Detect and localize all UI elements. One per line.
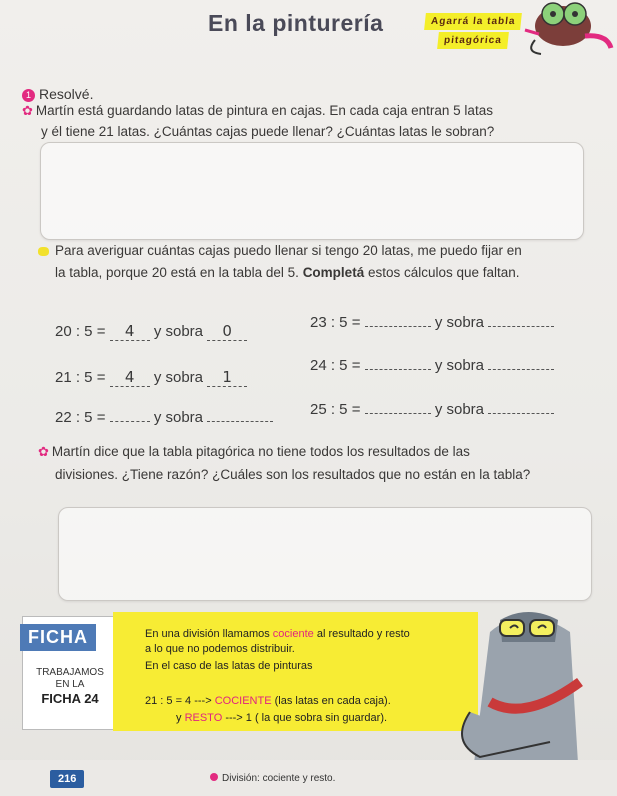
calc-row-24 (310, 357, 554, 374)
remainder-label: y sobra (434, 357, 485, 374)
note-text-4a: 21 : 5 = 4 ---> (145, 695, 215, 707)
ficha-trabajamos: TRABAJAMOS (36, 667, 104, 678)
section-number-badge: 1 (22, 89, 35, 102)
remainder-label: y sobra (434, 401, 485, 418)
calc-expression: 21 : 5 = (55, 369, 106, 386)
note-line5 (176, 712, 387, 724)
problem1-line1 (22, 103, 493, 119)
note-line2: a lo que no podemos distribuir. (145, 643, 295, 655)
remainder-blank[interactable] (488, 326, 554, 327)
quotient-blank[interactable] (110, 421, 150, 422)
footnote-dot-icon (210, 773, 218, 781)
yellow-bullet-icon (38, 247, 49, 256)
calc-row-21 (55, 368, 247, 387)
section-heading-text: Resolvé. (39, 86, 94, 102)
quotient-blank[interactable] (365, 326, 431, 327)
calc-row-25 (310, 401, 554, 418)
calc-expression: 25 : 5 = (310, 401, 361, 418)
page-number: 216 (50, 770, 84, 788)
page-title: En la pinturería (208, 10, 384, 36)
remainder-blank[interactable] (207, 421, 273, 422)
problem2-text-2a: la tabla, porque 20 está en la tabla del 5. (55, 265, 303, 280)
quotient-blank[interactable]: 4 (110, 368, 150, 387)
topic-footnote (210, 773, 335, 784)
problem1-line2: y él tiene 21 latas. ¿Cuántas cajas puede llenar? ¿Cuántas latas le sobran? (41, 124, 495, 139)
topic-text: División: cociente y resto. (222, 773, 336, 784)
calc-expression: 22 : 5 = (55, 409, 106, 426)
ficha-reference (20, 667, 120, 707)
remainder-blank[interactable]: 1 (207, 368, 247, 387)
note-line4 (145, 695, 391, 707)
note-text-4b: (las latas en cada caja). (271, 695, 391, 707)
quotient-blank[interactable]: 4 (110, 322, 150, 341)
remainder-label: y sobra (153, 323, 204, 340)
answer-box-1[interactable] (40, 142, 584, 240)
ficha-number: FICHA 24 (41, 691, 99, 706)
quotient-blank[interactable] (365, 369, 431, 370)
flower-bullet-icon: ✿ (38, 444, 49, 459)
calc-expression: 20 : 5 = (55, 323, 106, 340)
note-line1 (145, 628, 410, 640)
ficha-tag: FICHA (20, 624, 96, 651)
quotient-blank[interactable] (365, 413, 431, 414)
problem1-text-1: Martín está guardando latas de pintura en cajas. En cada caja entran 5 latas (35, 103, 493, 118)
remainder-blank[interactable]: 0 (207, 322, 247, 341)
problem2-text-2b: Completá (302, 265, 365, 280)
note-term-resto: RESTO (184, 712, 223, 724)
note-text-1b: al resultado y resto (313, 628, 410, 640)
answer-box-2[interactable] (58, 507, 592, 601)
badge-line2: pitagórica (437, 32, 509, 49)
problem3-line1 (38, 444, 470, 460)
note-text-1a: En una división llamamos (145, 628, 273, 640)
note-text-5b: ---> 1 ( la que sobra sin guardar). (222, 712, 388, 724)
remainder-label: y sobra (153, 409, 204, 426)
remainder-blank[interactable] (488, 369, 554, 370)
calc-row-23 (310, 314, 554, 331)
note-line3: En el caso de las latas de pinturas (145, 660, 313, 672)
ficha-en-la: EN LA (55, 679, 85, 690)
problem2-text-2c: estos cálculos que faltan. (364, 265, 520, 280)
calc-expression: 23 : 5 = (310, 314, 361, 331)
remainder-blank[interactable] (488, 413, 554, 414)
calc-expression: 24 : 5 = (310, 357, 361, 374)
section-heading (22, 86, 93, 102)
calc-row-20 (55, 322, 247, 341)
problem3-text-1: Martín dice que la tabla pitagórica no tiene todos los resultados de las (51, 444, 470, 459)
calc-row-22 (55, 409, 273, 426)
tip-badge (418, 12, 528, 50)
mascot-top-illustration (515, 0, 615, 62)
note-term-cociente-caps: COCIENTE (214, 695, 272, 707)
remainder-label: y sobra (434, 314, 485, 331)
problem2-line2 (55, 265, 520, 280)
note-term-cociente: cociente (272, 628, 314, 640)
remainder-label: y sobra (153, 369, 204, 386)
problem2-line1 (38, 243, 522, 258)
problem2-text-1: Para averiguar cuántas cajas puedo llenar si tengo 20 latas, me puedo fijar en (55, 243, 522, 258)
badge-line1: Agarrá la tabla (424, 13, 522, 30)
flower-bullet-icon: ✿ (22, 103, 33, 118)
problem3-line2: divisiones. ¿Tiene razón? ¿Cuáles son los resultados que no están en la tabla? (55, 467, 531, 482)
note-text-5a: y (176, 712, 185, 724)
